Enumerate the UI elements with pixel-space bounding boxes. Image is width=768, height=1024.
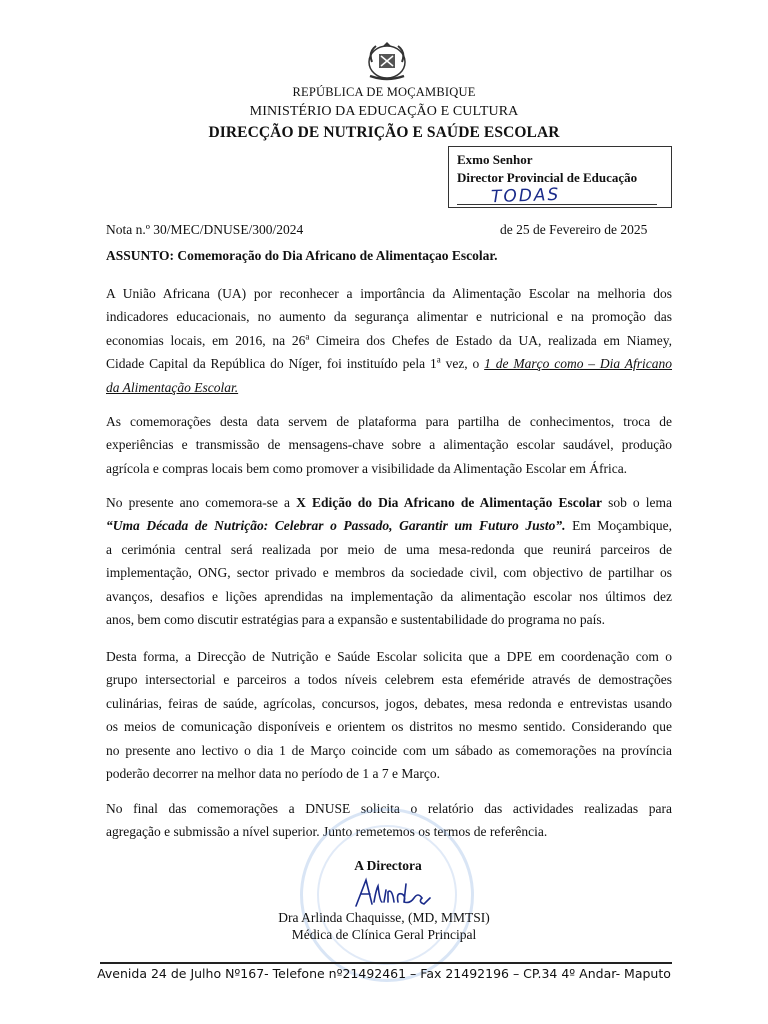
paragraph-4 [106,645,672,785]
signatory-role: Médica de Clínica Geral Principal [291,927,477,942]
text-line: “Uma Década de Nutrição: Celebrar o Passado, Garantir um Futuro Justo”. Em Moçambique, [106,518,672,534]
paragraph-2 [106,410,672,480]
text-line: economias locais, em 2016, na 26$^a$ Cimeira dos Chefes de Estado da UA, realizada em Niamey, [106,331,672,348]
directorate-heading: DIRECÇÃO DE NUTRIÇÃO E SAÚDE ESCOLAR [208,124,560,141]
text-line: agrícola e compras locais bem como promover a visibilidade da Alimentação Escolar em África. [106,460,628,476]
republic-heading: REPÚBLICA DE MOÇAMBIQUE [292,85,476,99]
text-line: da Alimentação Escolar. [106,379,239,395]
text-line: A União Africana (UA) por reconhecer a importância da Alimentação Escolar na melhoria dos [106,286,672,301]
coat-of-arms-icon [362,40,412,82]
subject-line: ASSUNTO: Comemoração do Dia Africano de Alimentaçao Escolar. [106,248,498,263]
text-line: No presente ano comemora-se a X Edição do Dia Africano de Alimentação Escolar sob o lema [106,495,672,510]
text-line: As comemorações desta data servem de plataforma para partilha de conhecimentos, troca de [106,414,672,429]
text-line: agregação e submissão a nível superior. Junto remetemos os termos de referência. [106,824,548,840]
handwritten-signature [352,872,432,912]
paragraph-1 [106,282,672,399]
recipient-underline [457,204,657,205]
ministry-heading: MINISTÉRIO DA EDUCAÇÃO E CULTURA [249,104,519,119]
text-line: no presente ano lectivo o dia 1 de Março coincide com um sábado as comemorações na província [106,742,672,758]
text-line: experiências e transmissão de mensagens-chave sobre a alimentação escolar saudável, produção [106,437,672,453]
handwritten-recipient: TODAS [490,184,561,208]
text-line: poderão decorrer na melhor data no período de 1 a 7 e Março. [106,765,440,781]
text-line: avanços, desafios e lições aprendidas na implementação da alimentação escolar nos últimos dez [106,588,672,604]
text-line: a cerimónia central será realizada por meio de uma mesa-redonda que reunirá parceiros de [106,541,672,557]
footer-divider [100,962,672,964]
note-date: de 25 de Fevereiro de 2025 [500,222,648,237]
text-line: implementação, ONG, sector privado e membros da sociedade civil, com objectivo de partilhar os [106,565,672,581]
signatory-name: Dra Arlinda Chaquisse, (MD, MMTSI) [278,910,490,925]
text-line: No final das comemorações a DNUSE solicita o relatório das actividades realizadas para [106,801,672,816]
note-reference: Nota n.º 30/MEC/DNUSE/300/2024 [106,222,304,237]
text-line: culinárias, feiras de saúde, agrícolas, concursos, jogos, debates, mesa redonda e entrevistas usando [106,695,672,711]
recipient-title: Director Provincial de Educação [457,170,638,185]
text-line: grupo intersectorial e parceiros a todos níveis celebrem esta efeméride através de demostrações [106,672,672,688]
text-line: os meios de comunicação disponíveis e orientem os distritos no mesmo sentido. Considerando que [106,719,672,735]
signatory-title: A Directora [354,858,422,873]
recipient-box [448,146,672,208]
recipient-salutation: Exmo Senhor [457,152,533,167]
footer-address: Avenida 24 de Julho Nº167- Telefone nº21492461 – Fax 21492196 – CP.34 4º Andar- Maputo [97,966,671,981]
paragraph-3 [106,491,672,631]
text-line: indicadores educacionais, no aumento da segurança alimentar e nutricional e na promoção das [106,309,672,325]
text-line: Desta forma, a Direcção de Nutrição e Saúde Escolar solicita que a DPE em coordenação com o [106,649,672,664]
text-line: anos, bem como discutir estratégias para a expansão e sustentabilidade do programa no país. [106,611,605,627]
text-line: Cidade Capital da República do Níger, foi instituído pela 1$^a$ vez, o 1 de Março como – Dia Africano [106,354,673,372]
